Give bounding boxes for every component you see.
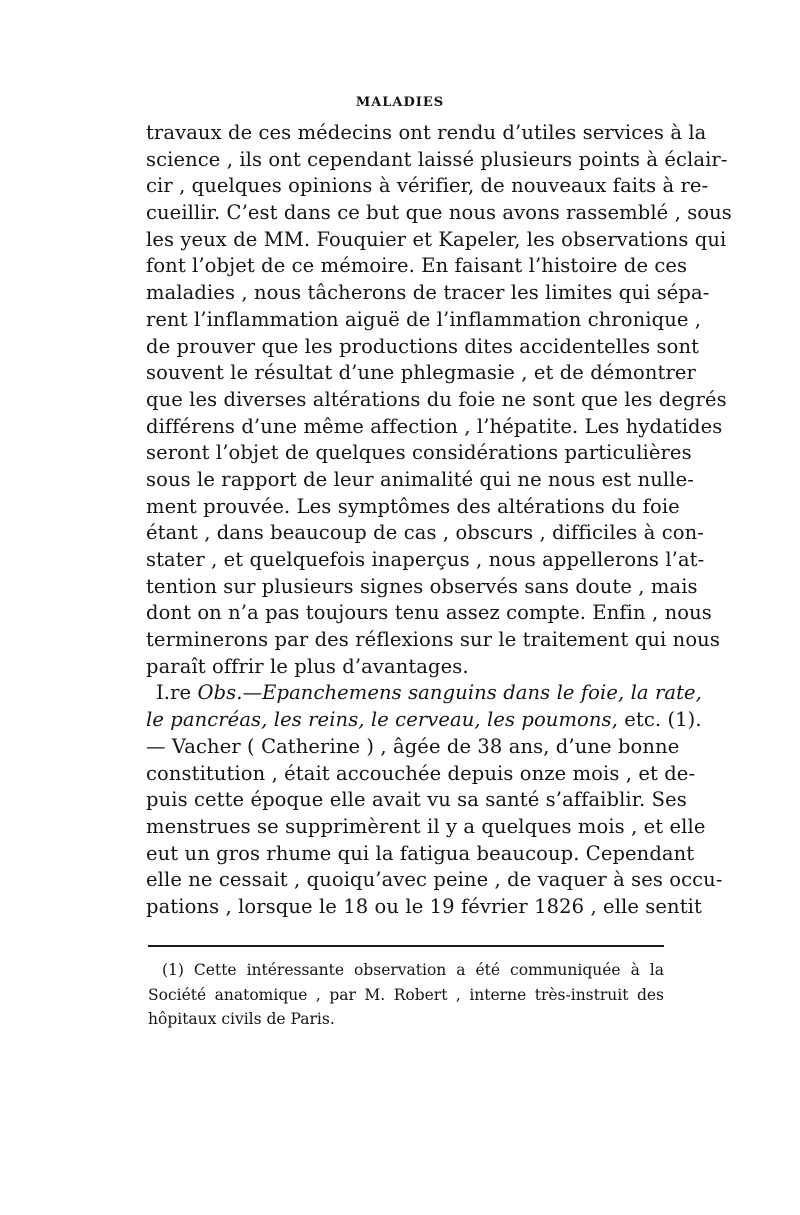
text-line: paraît offrir le plus d’avantages. xyxy=(146,654,469,678)
text-line: travaux de ces médecins ont rendu d’utiles services à la xyxy=(146,121,707,144)
text-line: cir , quelques opinions à vérifier, de nouveaux faits à re- xyxy=(146,174,709,198)
running-head: MALADIES xyxy=(355,95,445,110)
text-line: cueillir. C’est dans ce but que nous avons rassemblé , sous xyxy=(146,201,732,225)
text-line: tention sur plusieurs signes observés sans doute , mais xyxy=(146,574,698,598)
text-line: eut un gros rhume qui la fatigua beaucoup. Cependant xyxy=(146,841,695,865)
text-line: rent l’inflammation aiguë de l’inflammation chronique , xyxy=(146,307,702,331)
footnote xyxy=(148,958,664,1032)
text-line: seront l’objet de quelques considérations particulières xyxy=(146,441,692,465)
text-line: pations , lorsque le 18 ou le 19 février 1826 , elle sentit xyxy=(146,894,702,918)
text-line: que les diverses altérations du foie ne sont que les degrés xyxy=(146,387,727,411)
text-line: menstrues se supprimèrent il y a quelques mois , et elle xyxy=(146,814,706,838)
text-line: souvent le résultat d’une phlegmasie , et de démontrer xyxy=(146,361,696,385)
observation-title: —Epanchemens sanguins dans le foie, la rate, xyxy=(242,681,702,705)
text-line: science , ils ont cependant laissé plusieurs points à éclair- xyxy=(146,147,728,171)
text-line: puis cette époque elle avait vu sa santé s’affaiblir. Ses xyxy=(146,788,687,812)
observation-heading-cont xyxy=(146,707,702,734)
text-line: elle ne cessait , quoiqu’avec peine , de vaquer à ses occu- xyxy=(146,868,723,892)
text-line: étant , dans beaucoup de cas , obscurs , difficiles à con- xyxy=(146,521,704,545)
observation-number: I.re xyxy=(156,681,192,705)
footnote-rule xyxy=(148,945,664,947)
text-line: maladies , nous tâcherons de tracer les limites qui sépa- xyxy=(146,281,710,305)
text-line: dont on n’a pas toujours tenu assez compte. Enfin , nous xyxy=(146,601,712,625)
text-line: ment prouvée. Les symptômes des altérations du foie xyxy=(146,494,680,518)
text-line: — Vacher ( Catherine ) , âgée de 38 ans, d’une bonne xyxy=(146,734,680,758)
observation-abbr: Obs. xyxy=(197,681,243,705)
text-line: sous le rapport de leur animalité qui ne nous est nulle- xyxy=(146,467,694,491)
text-line: les yeux de MM. Fouquier et Kapeler, les observations qui xyxy=(146,227,727,251)
footnote-line: (1) Cette intéressante observation a été communiquée à la xyxy=(162,961,664,979)
text-line: stater , et quelquefois inaperçus , nous appellerons l’at- xyxy=(146,548,705,571)
main-text xyxy=(146,120,732,921)
footnote-line: Société anatomique , par M. Robert , interne très-instruit des xyxy=(148,985,664,1004)
text-line: de prouver que les productions dites accidentelles sont xyxy=(146,334,700,358)
text-line: font l’objet de ce mémoire. En faisant l’histoire de ces xyxy=(146,254,688,278)
observation-title-tail: etc. (1). xyxy=(617,708,702,732)
text-line: constitution , était accouchée depuis onze mois , et de- xyxy=(146,761,696,785)
text-line: différens d’une même affection , l’hépatite. Les hydatides xyxy=(146,414,723,438)
text-line: terminerons par des réflexions sur le traitement qui nous xyxy=(146,628,720,652)
observation-title-cont: le pancréas, les reins, le cerveau, les poumons, xyxy=(146,708,618,732)
observation-heading xyxy=(146,680,702,707)
footnote-line: hôpitaux civils de Paris. xyxy=(148,1010,335,1028)
